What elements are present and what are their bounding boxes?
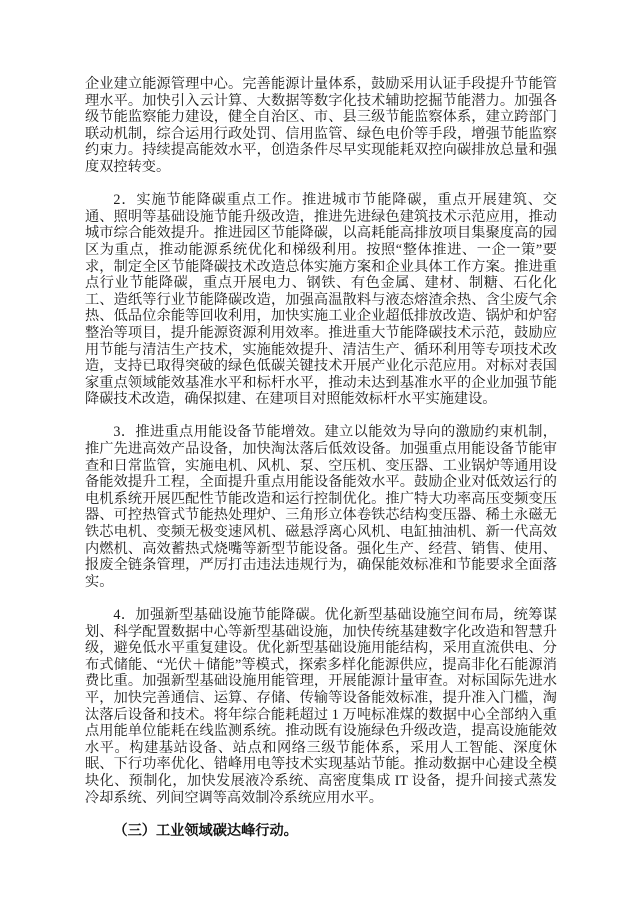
body-paragraph-item-3: 3．推进重点用能设备节能增效。建立以能效为导向的激励约束机制，推广先进高效产品设备，加快淘汰落后低效设备。加强重点用能设备节能审查和日常监管，实施电机、风机、泵、空压机、变压器、工业锅炉等通用设备能效提升工程，全面提升重点用能设备能效水平。鼓励企业对低效运行的电机系统开展匹配性节能改造和运行控制优化。推广特大功率高压变频变压器、可控热管式节能热处理炉、三角形立体卷铁芯结构变压器、稀土永磁无铁芯电机、变频无极变速风机、磁悬浮离心风机、电缸抽油机、新一代高效内燃机、高效蓄热式烧嘴等新型节能设备。强化生产、经营、销售、使用、报废全链条管理，严厉打击违法违规行为，确保能效标准和节能要求全面落实。 [85,424,557,590]
body-paragraph-item-2: 2．实施节能降碳重点工作。推进城市节能降碳，重点开展建筑、交通、照明等基础设施节能升级改造，推进先进绿色建筑技术示范应用，推动城市综合能效提升。推进园区节能降碳，以高耗能高排放项目集聚度高的园区为重点，推动能源系统优化和梯级利用。按照“整体推进、一企一策”要求，制定全区节能降碳技术改造总体实施方案和企业具体工作方案。推进重点行业节能降碳，重点开展电力、钢铁、有色金属、建材、制糖、石化化工、造纸等行业节能降碳改造，加强高温散料与液态熔渣余热、含尘废气余热、低品位余能等回收利用，加快实施工业企业超低排放改造、锅炉和炉窑整治等项目，提升能源资源利用效率。推进重大节能降碳技术示范，鼓励应用节能与清洁生产技术，实施能效提升、清洁生产、循环利用等专项技术改造，支持已取得突破的绿色低碳关键技术开展产业化示范应用。对标对表国家重点领域能效基准水平和标杆水平，推动未达到基准水平的企业加强节能降碳技术改造，确保拟建、在建项目对照能效标杆水平实施建设。 [85,192,557,408]
body-paragraph-continuation: 企业建立能源管理中心。完善能源计量体系，鼓励采用认证手段提升节能管理水平。加快引入云计算、大数据等数字化技术辅助挖掘节能潜力。加强各级节能监察能力建设，健全自治区、市、县三级节能监察体系，建立跨部门联动机制，综合运用行政处罚、信用监管、绿色电价等手段，增强节能监察约束力。持续提高能效水平，创造条件尽早实现能耗双控向碳排放总量和强度双控转变。 [85,76,557,175]
body-paragraph-item-4: 4．加强新型基础设施节能降碳。优化新型基础设施空间布局，统筹谋划、科学配置数据中心等新型基础设施，加快传统基建数字化改造和智慧升级，避免低水平重复建设。优化新型基础设施用能结构，采用直流供电、分布式储能、“光伏＋储能”等模式，探索多样化能源供应，提高非化石能源消费比重。加强新型基础设施用能管理，开展能源计量审查。对标国际先进水平，加快完善通信、运算、存储、传输等设备能效标准，提升准入门槛，淘汰落后设备和技术。将年综合能耗超过 1 万吨标准煤的数据中心全部纳入重点用能单位能耗在线监测系统。推动既有设施绿色升级改造，提高设施能效水平。构建基站设备、站点和网络三级节能体系，采用人工智能、深度休眠、下行功率优化、错峰用电等技术实现基站节能。推动数据中心建设全模块化、预制化，加快发展液冷系统、高密度集成 IT 设备，提升间接式蒸发冷却系统、列间空调等高效制冷系统应用水平。 [85,607,557,806]
section-heading: （三）工业领域碳达峰行动。 [113,822,298,839]
